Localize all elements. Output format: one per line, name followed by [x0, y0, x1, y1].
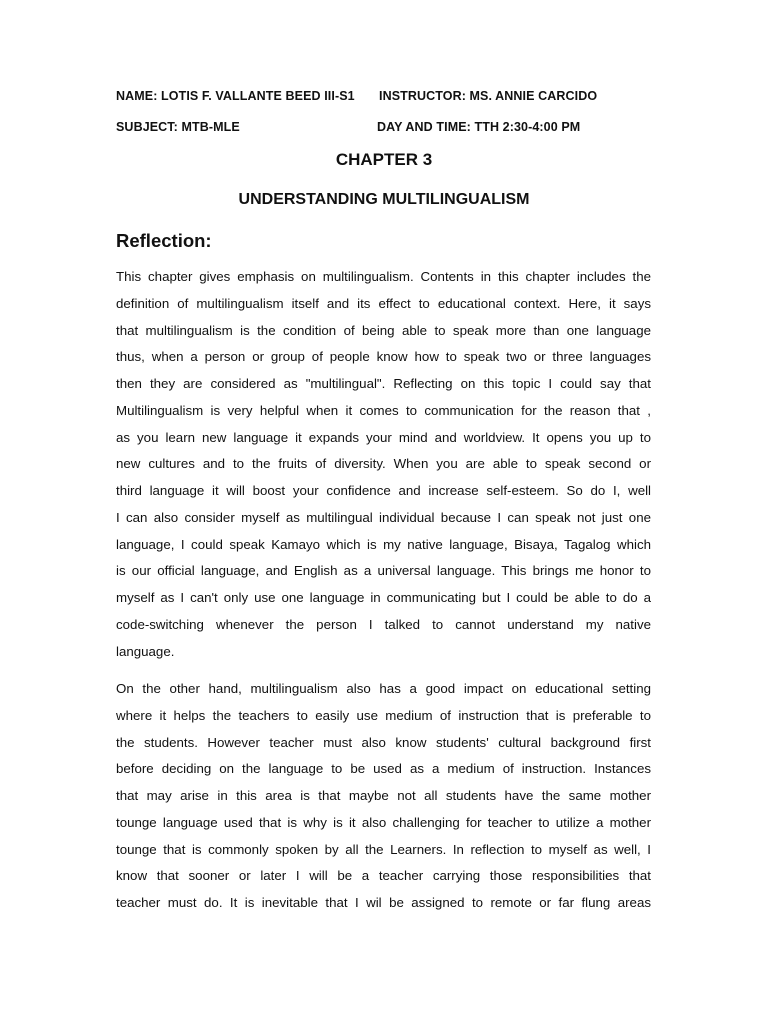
text-line: teacher must do. It is inevitable that I wil be assigned to remote or far flung areas — [116, 895, 651, 910]
subject-label: SUBJECT: MTB-MLE — [116, 120, 240, 134]
text-line: language. — [116, 643, 175, 659]
instructor-name: INSTRUCTOR: MS. ANNIE CARCIDO — [379, 89, 598, 103]
text-line: thus, when a person or group of people know how to speak two or three languages — [116, 349, 651, 365]
text-line: know that sooner or later I will be a teacher carrying those responsibilities that — [116, 868, 651, 884]
text-line: myself as I can't only use one language in communicating but I could be able to do a — [116, 590, 651, 605]
paragraph-1 — [116, 264, 651, 665]
text-line: that multilingualism is the condition of being able to speak more than one language — [116, 322, 651, 338]
text-line: definition of multilingualism itself and its effect to educational context. Here, it says — [116, 295, 651, 311]
text-line: Multilingualism is very helpful when it comes to communication for the reason that , — [116, 402, 651, 418]
day-time-label: DAY AND TIME: TTH 2:30-4:00 PM — [377, 120, 581, 134]
text-line: I can also consider myself as multilingual individual because I can speak not just one — [116, 509, 651, 525]
text-line: then they are considered as "multilingual". Reflecting on this topic I could say that — [116, 376, 651, 391]
paragraph-2 — [116, 676, 651, 917]
text-line: before deciding on the language to be used as a medium of instruction. Instances — [116, 761, 651, 777]
document-title: UNDERSTANDING MULTILINGUALISM — [238, 191, 530, 208]
text-line: that may arise in this area is that maybe not all students have the same mother — [116, 788, 651, 803]
text-line: is our official language, and English as a universal language. This brings me honor to — [116, 563, 651, 579]
text-line: as you learn new language it expands your mind and worldview. It opens you up to — [116, 429, 651, 445]
text-line: tounge that is commonly spoken by all the Learners. In reflection to myself as well, I — [116, 841, 651, 857]
text-line: the students. However teacher must also know students' cultural background first — [116, 734, 651, 750]
text-line: code-switching whenever the person I talked to cannot understand my native — [116, 616, 651, 632]
text-line: tounge language used that is why is it also challenging for teacher to utilize a mother — [116, 814, 651, 830]
text-line: third language it will boost your confidence and increase self-esteem. So do I, well — [116, 483, 651, 498]
section-heading: Reflection: — [116, 230, 212, 251]
text-line: new cultures and to the fruits of diversity. When you are able to speak second or — [116, 456, 651, 472]
text-line: This chapter gives emphasis on multilingualism. Contents in this chapter includes the — [116, 269, 651, 284]
text-line: On the other hand, multilingualism also has a good impact on educational setting — [116, 681, 651, 696]
student-name: NAME: LOTIS F. VALLANTE BEED III-S1 — [116, 89, 355, 103]
text-line: language, I could speak Kamayo which is my native language, Bisaya, Tagalog which — [116, 536, 651, 552]
chapter-heading: CHAPTER 3 — [335, 150, 433, 169]
text-line: where it helps the teachers to easily use medium of instruction that is preferable to — [116, 707, 651, 723]
